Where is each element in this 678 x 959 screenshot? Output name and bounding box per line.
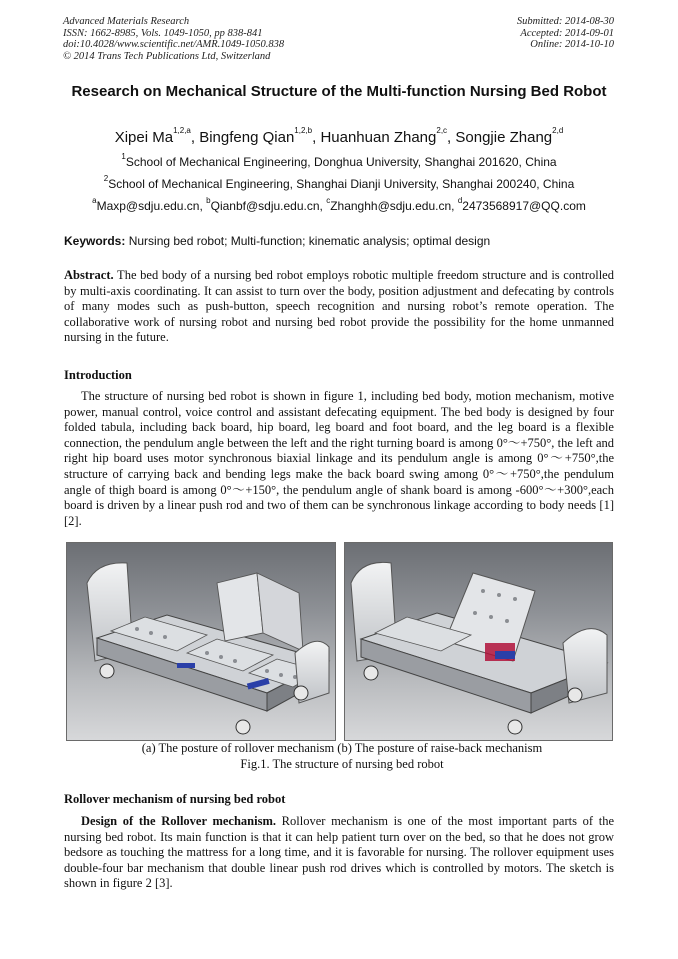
- journal-info: [63, 16, 284, 62]
- author-name: Xipei Ma: [114, 129, 174, 146]
- date-online: Online: 2014-10-10: [530, 39, 614, 50]
- author-sep: ,: [190, 129, 200, 146]
- introduction-text: The structure of nursing bed robot is shown in figure 1, including bed body, motion mechanism, motive power, manual control, voice control and assistant defecating equipment. The bed body is designed by four folded tabula, including back board, hip board, leg board and foot board, and the leg board is a flexible connection, the pendulum angle between the left and the right turning board is among 0°～+750°, the left and right hip board uses motor synchronous biaxial linkage and its pendulum angle is among 0°～+750°,the structure of carrying back and bending legs make the back board swing among 0°～+750°,the pendulum angle of thigh board is among 0°～+150°, the pendulum angle of shank board is among -600°～+300°,each board is driven by a linear push rod and two of them can be synchronous linkage according to body needs [1] [2].: [64, 389, 614, 528]
- rollover-body: Rollover mechanism is one of the most important parts of the nursing bed robot. Its main function is that it can help patient turn over on the bed, so that he does not grow bedsore as touching the mattress for a long time, and it is favorable for nursing. The rollover equipment uses double-four bar mechanism that double linear push rod drives which is controlled by motors. The sketch is shown in figure 2 [3].: [64, 814, 614, 891]
- paper-title: Research on Mechanical Structure of the Multi-function Nursing Bed Robot: [71, 83, 607, 100]
- affiliation-sup: 1: [121, 152, 126, 161]
- author-name: Huanhuan Zhang: [320, 129, 437, 146]
- figure-subcaption: (a) The posture of rollover mechanism (b) The posture of raise-back mechanism: [141, 741, 543, 755]
- email-list: [40, 198, 638, 214]
- bed-raise-back-render: [345, 543, 612, 740]
- figure-1b-image: [344, 542, 613, 741]
- abstract-label: Abstract.: [64, 268, 114, 282]
- email-link[interactable]: Qianbf@sdju.edu.cn,: [210, 199, 327, 213]
- affiliation-2: [40, 176, 638, 192]
- author-sep: ,: [312, 129, 321, 146]
- bed-rollover-render: [67, 543, 335, 740]
- journal-copyright: © 2014 Trans Tech Publications Ltd, Switzerland: [63, 50, 271, 62]
- author-sep: ,: [447, 129, 456, 146]
- author-affil-sup: 2,c: [436, 126, 448, 135]
- email-link[interactable]: Maxp@sdju.edu.cn,: [96, 199, 207, 213]
- affiliation-text: School of Mechanical Engineering, Shanghai Dianji University, Shanghai 200240, China: [108, 177, 575, 191]
- rollover-text: [64, 814, 614, 892]
- author-list: [40, 128, 638, 148]
- date-submitted: Submitted: 2014-08-30: [516, 16, 614, 27]
- publication-dates: [517, 16, 614, 51]
- email-sup: d: [457, 196, 463, 205]
- email-link[interactable]: 2473568917@QQ.com: [462, 199, 586, 213]
- author-affil-sup: 1,2,a: [173, 126, 191, 135]
- rollover-design-label: Design of the Rollover mechanism.: [81, 814, 276, 828]
- affiliation-text: School of Mechanical Engineering, Donghua University, Shanghai 201620, China: [125, 155, 557, 169]
- keywords-label: Keywords:: [64, 234, 126, 248]
- author-name: Bingfeng Qian: [199, 129, 295, 146]
- abstract-text: The bed body of a nursing bed robot employs robotic multiple freedom structure and is controlled by multi-axis coordinating. It can assist to turn over the body, position adjustment and defecating by controls of many modes such as push-button, speech recognition and nursing robot’s remote operation. The collaborative work of nursing robot and nursing bed robot provide the possibility for the home unmanned nursing in the future.: [64, 268, 614, 345]
- email-link[interactable]: Zhanghh@sdju.edu.cn,: [330, 199, 458, 213]
- keywords-text: Nursing bed robot; Multi-function; kinematic analysis; optimal design: [125, 234, 491, 248]
- email-sup: a: [92, 196, 97, 205]
- figure-caption: Fig.1. The structure of nursing bed robot: [240, 757, 444, 771]
- section-heading-introduction: Introduction: [64, 368, 132, 382]
- figure-1a-image: [66, 542, 336, 741]
- email-sup: c: [326, 196, 331, 205]
- journal-doi: doi:10.4028/www.scientific.net/AMR.1049-1050.838: [63, 39, 285, 50]
- author-name: Songjie Zhang: [455, 129, 553, 146]
- email-sup: b: [206, 196, 211, 205]
- affiliation-1: [40, 154, 638, 170]
- date-accepted: Accepted: 2014-09-01: [520, 27, 614, 39]
- author-affil-sup: 2,d: [552, 126, 564, 135]
- section-heading-rollover: Rollover mechanism of nursing bed robot: [64, 792, 286, 806]
- affiliation-sup: 2: [103, 174, 109, 183]
- author-affil-sup: 1,2,b: [294, 126, 313, 135]
- keywords: [64, 233, 620, 249]
- journal-issn: ISSN: 1662-8985, Vols. 1049-1050, pp 838-841: [63, 27, 263, 39]
- abstract: [64, 268, 614, 346]
- journal-name: Advanced Materials Research: [63, 16, 190, 27]
